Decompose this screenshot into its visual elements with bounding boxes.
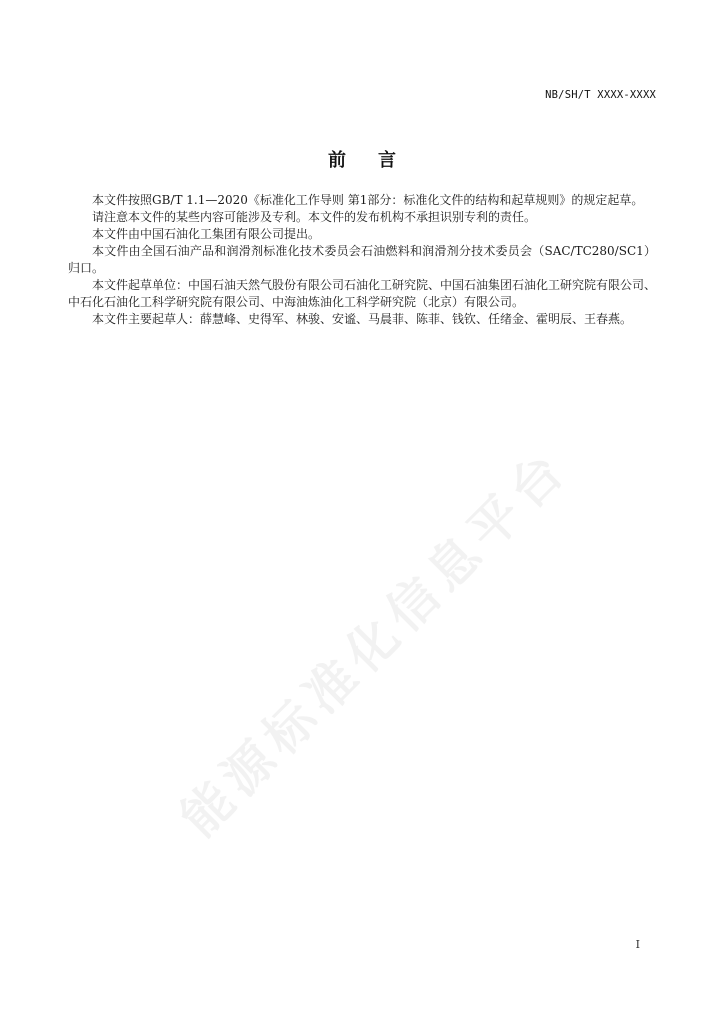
paragraph-proposer: 本文件由中国石油化工集团有限公司提出。: [92, 227, 321, 241]
page-number: I: [635, 938, 640, 951]
paragraph-drafting-rules: 本文件按照GB/T 1.1—2020《标准化工作导则 第1部分：标准化文件的结构和起草规则》的规定起草。: [92, 193, 644, 207]
paragraph-drafters: 本文件主要起草人：薛慧峰、史得军、林骏、安谧、马晨菲、陈菲、钱钦、任绪金、霍明辰、王春燕。: [92, 312, 633, 326]
foreword-body: [68, 192, 656, 328]
document-code: NB/SH/T XXXX-XXXX: [545, 89, 656, 101]
page-title: 前言: [328, 150, 428, 171]
paragraph-patent-notice: 请注意本文件的某些内容可能涉及专利。本文件的发布机构不承担识别专利的责任。: [92, 210, 537, 224]
paragraph-committee: 本文件由全国石油产品和润滑剂标准化技术委员会石油燃料和润滑剂分技术委员会（SAC/TC280/SC1）归口。: [68, 244, 656, 275]
watermark: 能源标准化信息平台: [169, 437, 580, 848]
paragraph-drafting-units: 本文件起草单位：中国石油天然气股份有限公司石油化工研究院、中国石油集团石油化工研究院有限公司、中石化石油化工科学研究院有限公司、中海油炼油化工科学研究院（北京）有限公司。: [68, 278, 657, 309]
